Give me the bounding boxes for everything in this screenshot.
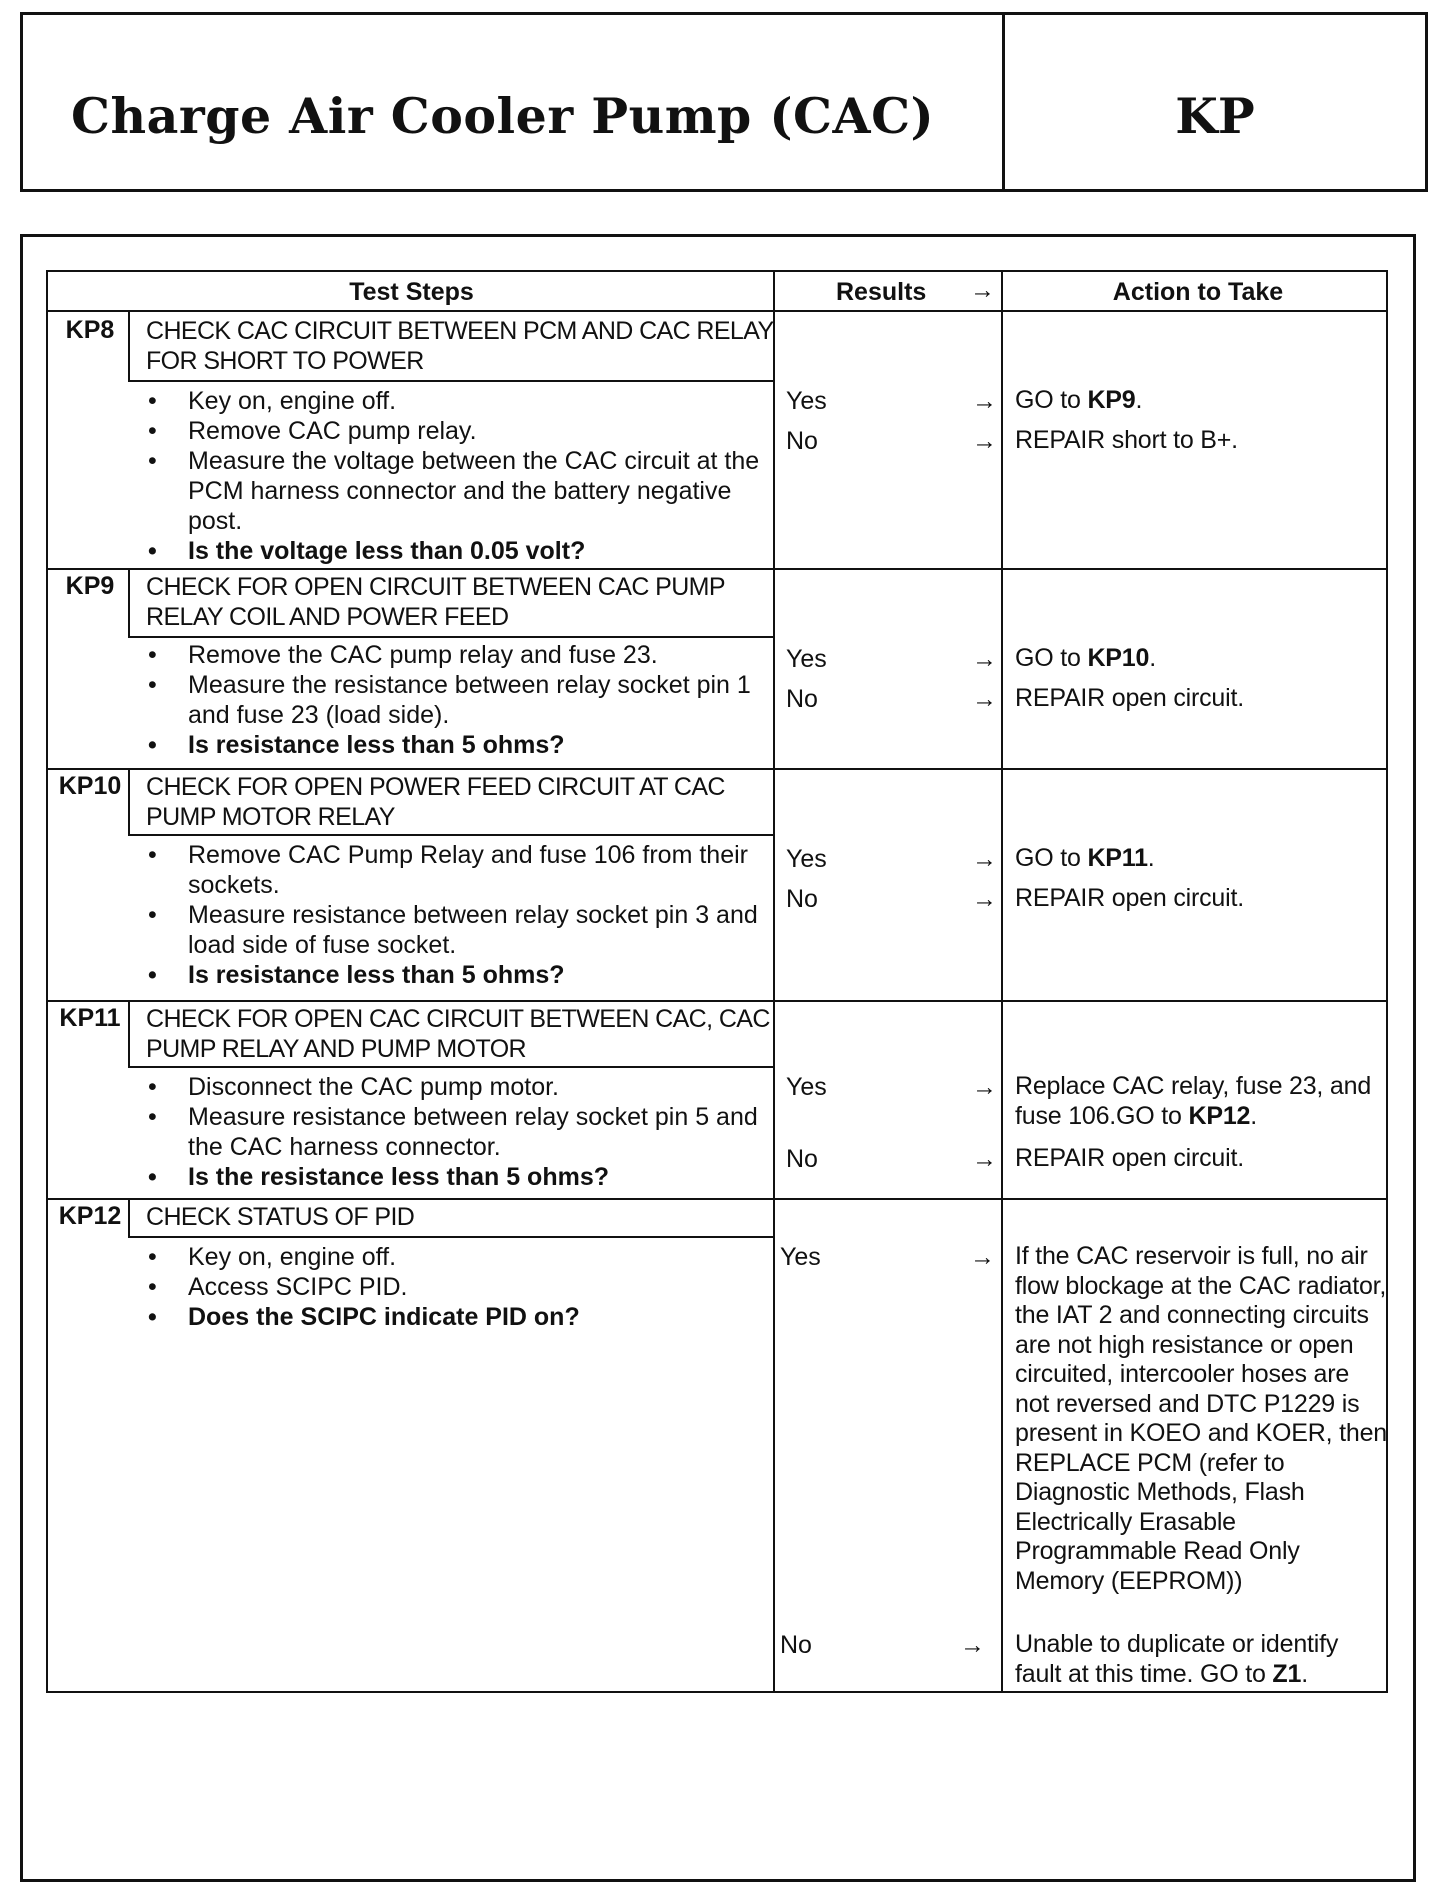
column-header-results: Results	[836, 278, 927, 306]
step-instructions	[138, 386, 778, 566]
step-question: • Is the resistance less than 5 ohms?	[138, 1162, 778, 1192]
action-suffix: .	[1149, 644, 1156, 672]
result-label: Yes	[786, 387, 827, 415]
step-bullet: • Remove CAC Pump Relay and fuse 106 from their sockets.	[138, 840, 778, 900]
result-label: No	[786, 1145, 818, 1173]
result-label: Yes	[786, 645, 827, 673]
result-label: No	[786, 685, 818, 713]
step-bullet: • Disconnect the CAC pump motor.	[138, 1072, 778, 1102]
step-instructions	[138, 1072, 778, 1192]
action-suffix: .	[1135, 386, 1143, 414]
step-bullet: • Key on, engine off.	[138, 386, 778, 416]
column-header-action: Action to Take	[1112, 278, 1284, 306]
step-instructions	[138, 840, 778, 990]
step-code: KP9	[65, 572, 115, 600]
result-label: No	[780, 1631, 812, 1659]
test-steps-table	[46, 270, 1388, 1693]
result-label: No	[786, 885, 818, 913]
result-label: Yes	[780, 1243, 821, 1271]
step-bullet: • Measure resistance between relay socket pin 5 and the CAC harness connector.	[138, 1102, 778, 1162]
result-label: Yes	[786, 845, 827, 873]
action-no: REPAIR open circuit.	[1015, 884, 1244, 912]
step-heading: CHECK FOR OPEN CAC CIRCUIT BETWEEN CAC, CAC PUMP RELAY AND PUMP MOTOR	[146, 1005, 770, 1063]
go-to-step-kp10: KP10	[1087, 644, 1150, 672]
action-text: GO to	[1015, 386, 1081, 414]
go-to-step-kp9: KP9	[1087, 386, 1136, 414]
arrow-icon: →	[970, 1243, 995, 1271]
step-code: KP8	[65, 316, 115, 344]
table-header	[48, 272, 1386, 312]
step-instructions	[138, 640, 778, 760]
action-text: Replace CAC relay, fuse 23, and fuse 106.GO to	[1015, 1072, 1372, 1130]
action-no: REPAIR open circuit.	[1015, 684, 1244, 712]
step-question: • Is resistance less than 5 ohms?	[138, 960, 778, 990]
step-code: KP12	[58, 1202, 122, 1230]
action-suffix: .	[1147, 844, 1155, 872]
step-code: KP10	[58, 772, 122, 800]
step-heading: CHECK STATUS OF PID	[146, 1203, 415, 1231]
action-text: Unable to duplicate or identify fault at this time. GO to	[1015, 1630, 1339, 1688]
arrow-icon: →	[972, 387, 997, 415]
action-yes	[1015, 386, 1387, 416]
column-header-test-steps: Test Steps	[349, 278, 474, 306]
step-heading: CHECK FOR OPEN CIRCUIT BETWEEN CAC PUMP RELAY COIL AND POWER FEED	[146, 573, 725, 631]
action-suffix: .	[1250, 1101, 1257, 1130]
step-instructions	[138, 1242, 778, 1332]
arrow-icon: →	[972, 645, 997, 673]
step-question: • Is resistance less than 5 ohms?	[138, 730, 778, 760]
action-no	[1015, 1630, 1387, 1689]
step-question: • Does the SCIPC indicate PID on?	[138, 1302, 778, 1332]
arrow-icon: →	[972, 1145, 997, 1173]
arrow-icon: →	[972, 845, 997, 873]
go-to-step-kp12: KP12	[1188, 1101, 1251, 1130]
step-bullet: • Access SCIPC PID.	[138, 1272, 778, 1302]
step-bullet: • Key on, engine off.	[138, 1242, 778, 1272]
action-no: REPAIR open circuit.	[1015, 1144, 1244, 1172]
step-bullet: • Remove CAC pump relay.	[138, 416, 778, 446]
action-yes	[1015, 844, 1387, 874]
action-suffix: .	[1301, 1659, 1308, 1688]
arrow-icon: →	[972, 1073, 997, 1101]
page-title: Charge Air Cooler Pump (CAC)	[71, 87, 935, 145]
action-text: GO to	[1015, 644, 1081, 672]
go-to-step-kp11: KP11	[1087, 844, 1148, 872]
arrow-icon: →	[972, 885, 997, 913]
action-yes	[1015, 644, 1387, 674]
step-heading: CHECK FOR OPEN POWER FEED CIRCUIT AT CAC PUMP MOTOR RELAY	[146, 773, 725, 831]
step-bullet: • Remove the CAC pump relay and fuse 23.	[138, 640, 778, 670]
column-header-arrow-icon: →	[970, 276, 995, 304]
arrow-icon: →	[972, 427, 997, 455]
step-question: • Is the voltage less than 0.05 volt?	[138, 536, 778, 566]
step-bullet: • Measure the resistance between relay socket pin 1 and fuse 23 (load side).	[138, 670, 778, 730]
step-code: KP11	[59, 1004, 121, 1032]
arrow-icon: →	[972, 685, 997, 713]
title-block	[20, 12, 1428, 192]
step-heading: CHECK CAC CIRCUIT BETWEEN PCM AND CAC RELAY FOR SHORT TO POWER	[146, 317, 774, 375]
step-bullet: • Measure the voltage between the CAC circuit at the PCM harness connector and the battery negative post.	[138, 446, 778, 536]
go-to-step-z1: Z1	[1272, 1659, 1302, 1688]
action-yes	[1015, 1072, 1387, 1131]
action-text: GO to	[1015, 844, 1081, 872]
action-no: REPAIR short to B+.	[1015, 426, 1238, 454]
step-bullet: • Measure resistance between relay socket pin 3 and load side of fuse socket.	[138, 900, 778, 960]
section-code: KP	[1175, 87, 1255, 145]
result-label: Yes	[786, 1073, 827, 1101]
action-yes: If the CAC reservoir is full, no air flow blockage at the CAC radiator, the IAT 2 and connecting circuits are not high resistance or open circuited, intercooler hoses are not reversed and DTC P1229 is present in KOEO and KOER, then REPLACE PCM (refer to Diagnostic Methods, Flash Electrically Erasable Programmable Read Only Memory (EEPROM))	[1015, 1242, 1387, 1595]
result-label: No	[786, 427, 818, 455]
arrow-icon: →	[960, 1631, 985, 1659]
